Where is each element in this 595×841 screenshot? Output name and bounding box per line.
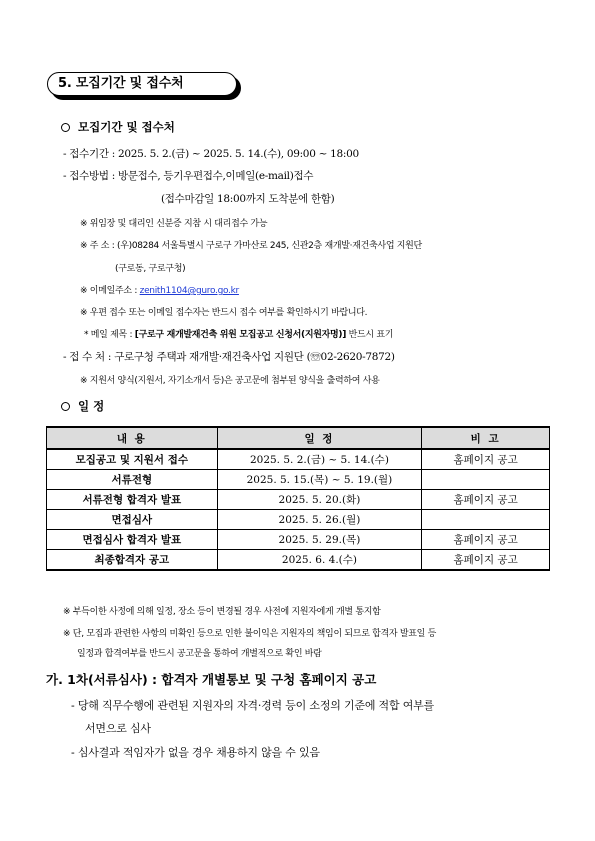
table-row — [47, 470, 550, 490]
note-forms: ※ 지원서 양식(지원서, 자기소개서 등)은 공고문에 첨부된 양식을 출력하여 사용 — [80, 376, 380, 386]
mail-subject-note — [84, 327, 393, 340]
cell-remark: 홈페이지 공고 — [422, 550, 550, 571]
email-link[interactable]: zenith1104@guro.go.kr — [139, 286, 239, 296]
office-line: - 접 수 처 : 구로구청 주택과 재개발·재건축사업 지원단 (☏02-2620-7872) — [63, 351, 395, 363]
note-responsibility-2: 일정과 합격여부를 반드시 공고문을 통하여 개별적으로 확인 바람 — [77, 649, 322, 659]
cell-name: 면접심사 합격자 발표 — [47, 530, 218, 550]
cell-name: 서류전형 합격자 발표 — [47, 490, 218, 510]
table-row — [47, 530, 550, 550]
cell-name: 면접심사 — [47, 510, 218, 530]
email-prefix: ※ 이메일주소 : — [80, 286, 140, 296]
table-row — [47, 510, 550, 530]
table-header-row — [47, 427, 550, 449]
note-email — [80, 283, 239, 296]
mail-subject-suffix: 반드시 표기 — [346, 330, 394, 340]
table-row — [47, 449, 550, 470]
cell-remark: 홈페이지 공고 — [422, 449, 550, 470]
note-proxy: ※ 위임장 및 대리인 신분증 지참 시 대리접수 가능 — [80, 219, 268, 229]
cell-name: 서류전형 — [47, 470, 218, 490]
table-row — [47, 490, 550, 510]
note-confirm: ※ 우편 접수 또는 이메일 접수자는 반드시 접수 여부를 확인하시기 바랍니다. — [80, 308, 368, 318]
method-sub-line: (접수마감일 18:00까지 도착분에 한함) — [161, 193, 335, 205]
table-row — [47, 550, 550, 571]
col-header-remark: 비 고 — [422, 427, 550, 449]
section-title: 5. 모집기간 및 접수처 — [47, 72, 237, 96]
cell-remark: 홈페이지 공고 — [422, 530, 550, 550]
mail-subject-bold: [구로구 재개발재건축 위원 모집공고 신청서(지원자명)] — [134, 330, 347, 340]
cell-name: 최종합격자 공고 — [47, 550, 218, 571]
step1-line-2: 서면으로 심사 — [85, 722, 151, 735]
col-header-schedule: 일 정 — [217, 427, 422, 449]
subsection-schedule-label: 일 정 — [78, 399, 105, 413]
period-line: - 접수기간 : 2025. 5. 2.(금) ~ 2025. 5. 14.(수), 09:00 ~ 18:00 — [63, 148, 359, 160]
subsection-schedule-heading — [61, 398, 104, 414]
step1-title: 가. 1차(서류심사) : 합격자 개별통보 및 구청 홈페이지 공고 — [46, 672, 377, 687]
cell-date: 2025. 5. 15.(목) ~ 5. 19.(월) — [217, 470, 422, 490]
cell-date: 2025. 5. 2.(금) ~ 5. 14.(수) — [217, 449, 422, 470]
schedule-table — [46, 426, 550, 571]
step1-line-1: - 당해 직무수행에 관련된 지원자의 자격·경력 등이 소정의 기준에 적합 여부를 — [71, 699, 434, 712]
step1-line-3: - 심사결과 적임자가 없을 경우 채용하지 않을 수 있음 — [71, 746, 320, 759]
cell-date: 2025. 5. 20.(화) — [217, 490, 422, 510]
cell-remark — [422, 510, 550, 530]
subsection-period-label: 모집기간 및 접수처 — [78, 120, 175, 134]
cell-date: 2025. 6. 4.(수) — [217, 550, 422, 571]
note-address-sub: (구로동, 구로구청) — [115, 264, 186, 274]
circle-bullet-icon — [61, 402, 70, 411]
note-responsibility-1: ※ 단, 모집과 관련한 사항의 미확인 등으로 인한 불이익은 지원자의 책임이 되므로 합격자 발표일 등 — [63, 629, 437, 639]
cell-remark: 홈페이지 공고 — [422, 490, 550, 510]
mail-subject-prefix: * 메일 제목 : — [84, 330, 135, 340]
cell-date: 2025. 5. 29.(목) — [217, 530, 422, 550]
note-address: ※ 주 소 : (우)08284 서울특별시 구로구 가마산로 245, 신관2층 재개발·재건축사업 지원단 — [80, 241, 422, 251]
cell-name: 모집공고 및 지원서 접수 — [47, 449, 218, 470]
note-change: ※ 부득이한 사정에 의해 일정, 장소 등이 변경될 경우 사전에 지원자에게 개별 통지함 — [63, 607, 381, 617]
subsection-period-heading — [61, 119, 175, 135]
section-title-badge — [47, 72, 243, 100]
col-header-content: 내 용 — [47, 427, 218, 449]
cell-remark — [422, 470, 550, 490]
circle-bullet-icon — [61, 123, 70, 132]
method-line: - 접수방법 : 방문접수, 등기우편접수,이메일(e-mail)접수 — [63, 170, 314, 182]
cell-date: 2025. 5. 26.(월) — [217, 510, 422, 530]
